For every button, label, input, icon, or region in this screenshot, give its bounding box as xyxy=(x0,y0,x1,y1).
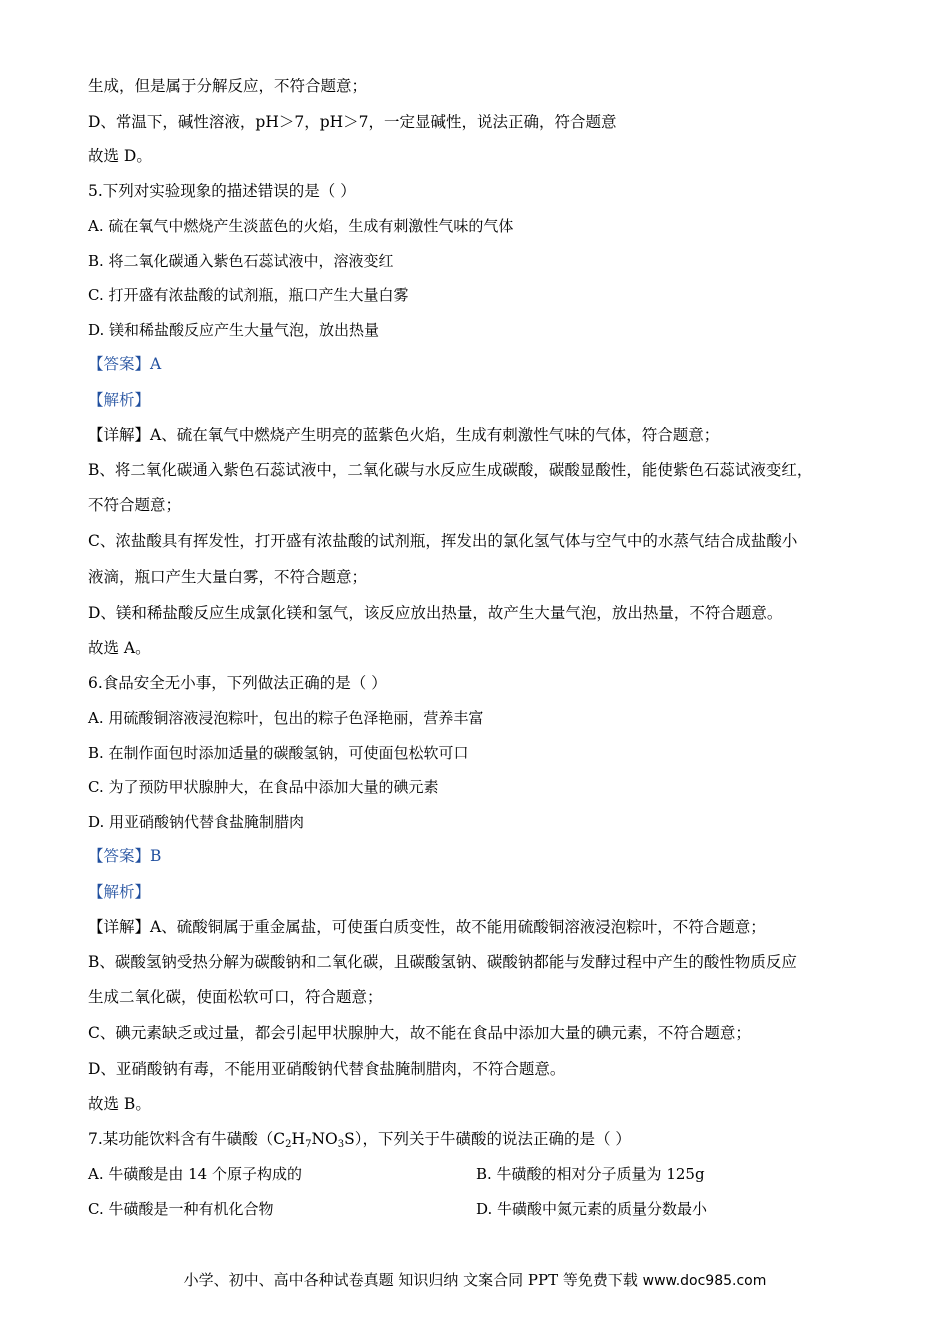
question-7-option-b: B. 牛磺酸的相对分子质量为 125g xyxy=(476,1165,705,1183)
footer-link[interactable]: www.doc985.com xyxy=(642,1273,767,1289)
q7-text-end: S），下列关于牛磺酸的说法正确的是（ ） xyxy=(344,1130,631,1148)
selection-5: 故选 A。 xyxy=(88,639,151,657)
question-6-option-c: C. 为了预防甲状腺肿大，在食品中添加大量的碘元素 xyxy=(88,778,439,796)
question-7-option-d: D. 牛磺酸中氮元素的质量分数最小 xyxy=(476,1200,708,1218)
detail-6-a: 【详解】A、硫酸铜属于重金属盐，可使蛋白质变性，故不能用硫酸铜溶液浸泡粽叶，不符合题意； xyxy=(88,918,766,936)
detail-5-c: C、浓盐酸具有挥发性，打开盛有浓盐酸的试剂瓶，挥发出的氯化氢气体与空气中的水蒸气结合成盐酸小 xyxy=(88,532,798,550)
question-6: 6.食品安全无小事，下列做法正确的是（ ） xyxy=(88,674,387,692)
q7-text-mid: H xyxy=(291,1130,306,1148)
q7-text-mid: NO xyxy=(311,1130,338,1148)
q7-subscript: 2 xyxy=(285,1139,292,1150)
detail-6-d: D、亚硝酸钠有毒，不能用亚硝酸钠代替食盐腌制腊肉，不符合题意。 xyxy=(88,1060,566,1078)
q7-text-start: 7.某功能饮料含有牛磺酸（C xyxy=(88,1130,286,1148)
footer-text: 小学、初中、高中各种试卷真题 知识归纳 文案合同 PPT 等免费下载 xyxy=(183,1271,643,1289)
page-footer xyxy=(0,1269,950,1290)
question-5-option-a: A. 硫在氧气中燃烧产生淡蓝色的火焰，生成有刺激性气味的气体 xyxy=(88,217,514,235)
text-line: D、常温下，碱性溶液，pH＞7，pH＞7，一定显碱性，说法正确，符合题意 xyxy=(88,113,617,131)
detail-6-b-cont: 生成二氧化碳，使面松软可口，符合题意； xyxy=(88,988,383,1006)
question-5-option-d: D. 镁和稀盐酸反应产生大量气泡，放出热量 xyxy=(88,321,380,339)
question-7-option-c: C. 牛磺酸是一种有机化合物 xyxy=(88,1200,274,1218)
detail-5-b-cont: 不符合题意； xyxy=(88,496,182,514)
analysis-6-label: 【解析】 xyxy=(88,883,151,901)
question-5-option-b: B. 将二氧化碳通入紫色石蕊试液中，溶液变红 xyxy=(88,252,394,270)
detail-6-b: B、碳酸氢钠受热分解为碳酸钠和二氧化碳，且碳酸氢钠、碳酸钠都能与发酵过程中产生的酸性物质反应 xyxy=(88,953,797,971)
question-6-option-b: B. 在制作面包时添加适量的碳酸氢钠，可使面包松软可口 xyxy=(88,744,469,762)
answer-5: 【答案】A xyxy=(88,355,162,373)
question-7-option-a: A. 牛磺酸是由 14 个原子构成的 xyxy=(88,1165,302,1183)
text-line: 故选 D。 xyxy=(88,147,152,165)
question-6-option-d: D. 用亚硝酸钠代替食盐腌制腊肉 xyxy=(88,813,305,831)
q7-subscript: 3 xyxy=(337,1139,345,1150)
q7-subscript: 7 xyxy=(305,1139,312,1150)
detail-5-b: B、将二氧化碳通入紫色石蕊试液中，二氧化碳与水反应生成碳酸，碳酸显酸性，能使紫色石蕊试液变红， xyxy=(88,461,813,479)
detail-6-c: C、碘元素缺乏或过量，都会引起甲状腺肿大，故不能在食品中添加大量的碘元素，不符合题意； xyxy=(88,1024,751,1042)
detail-5-c-cont: 液滴，瓶口产生大量白雾，不符合题意； xyxy=(88,568,368,586)
question-5: 5.下列对实验现象的描述错误的是（ ） xyxy=(88,182,356,200)
text-line: 生成，但是属于分解反应，不符合题意； xyxy=(88,77,368,95)
detail-5-d: D、镁和稀盐酸反应生成氯化镁和氢气，该反应放出热量，故产生大量气泡，放出热量，不符合题意。 xyxy=(88,604,783,622)
question-5-option-c: C. 打开盛有浓盐酸的试剂瓶，瓶口产生大量白雾 xyxy=(88,286,409,304)
analysis-5-label: 【解析】 xyxy=(88,391,151,409)
answer-6: 【答案】B xyxy=(88,847,162,865)
question-6-option-a: A. 用硫酸铜溶液浸泡粽叶，包出的粽子色泽艳丽，营养丰富 xyxy=(88,709,484,727)
detail-5-a: 【详解】A、硫在氧气中燃烧产生明亮的蓝紫色火焰，生成有刺激性气味的气体，符合题意； xyxy=(88,426,720,444)
selection-6: 故选 B。 xyxy=(88,1095,151,1113)
question-7 xyxy=(88,1129,631,1155)
